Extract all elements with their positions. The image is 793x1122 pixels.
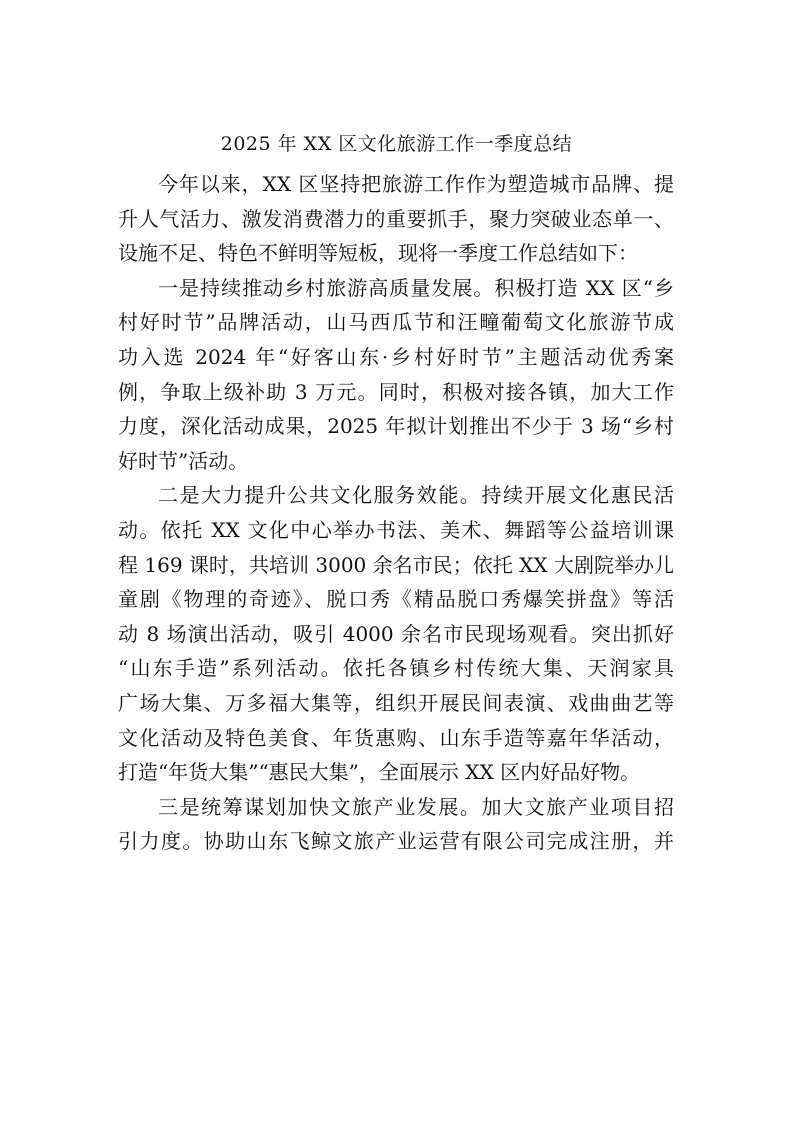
paragraph-line: 一是持续推动乡村旅游高质量发展。积极打造 XX 区“乡 xyxy=(158,275,674,300)
paragraph-line: 三是统筹谋划加快文旅产业发展。加大文旅产业项目招 xyxy=(158,794,674,819)
paragraph-line: 设施不足、特色不鲜明等短板，现将一季度工作总结如下： xyxy=(118,241,638,266)
paragraph-line: 例，争取上级补助 3 万元。同时，积极对接各镇，加大工作 xyxy=(118,379,674,404)
paragraph-line: 功入选 2024 年“好客山东·乡村好时节”主题活动优秀案 xyxy=(118,344,674,369)
paragraph-line: 广场大集、万多福大集等，组织开展民间表演、戏曲曲艺等 xyxy=(118,690,674,715)
paragraph-line: 程 169 课时，共培训 3000 余名市民；依托 XX 大剧院举办儿 xyxy=(118,552,674,577)
paragraph-line: 今年以来，XX 区坚持把旅游工作作为塑造城市品牌、提 xyxy=(158,172,674,196)
paragraph-line: 文化活动及特色美食、年货惠购、山东手造等嘉年华活动， xyxy=(118,725,674,750)
paragraph-line: 引力度。协助山东飞鲸文旅产业运营有限公司完成注册，并 xyxy=(118,829,674,854)
paragraph-line: 童剧《物理的奇迹》、脱口秀《精品脱口秀爆笑拼盘》等活 xyxy=(118,587,674,612)
paragraph-line: “山东手造”系列活动。依托各镇乡村传统大集、天润家具 xyxy=(118,656,674,681)
paragraph-line: 好时节”活动。 xyxy=(118,448,249,473)
paragraph-line: 动。依托 XX 文化中心举办书法、美术、舞蹈等公益培训课 xyxy=(118,517,674,542)
document-title: 2025 年 XX 区文化旅游工作一季度总结 xyxy=(220,133,573,155)
paragraph-line: 动 8 场演出活动，吸引 4000 余名市民现场观看。突出抓好 xyxy=(118,621,674,646)
paragraph-line: 二是大力提升公共文化服务效能。持续开展文化惠民活 xyxy=(158,483,674,508)
paragraph-line: 升人气活力、激发消费潜力的重要抓手，聚力突破业态单一、 xyxy=(118,206,674,231)
paragraph-line: 村好时节”品牌活动，山马西瓜节和汪疃葡萄文化旅游节成 xyxy=(118,310,674,335)
document-body xyxy=(118,167,674,859)
paragraph-line: 力度，深化活动成果，2025 年拟计划推出不少于 3 场“乡村 xyxy=(118,414,674,439)
paragraph-line: 打造“年货大集”“惠民大集”，全面展示 XX 区内好品好物。 xyxy=(118,760,641,785)
